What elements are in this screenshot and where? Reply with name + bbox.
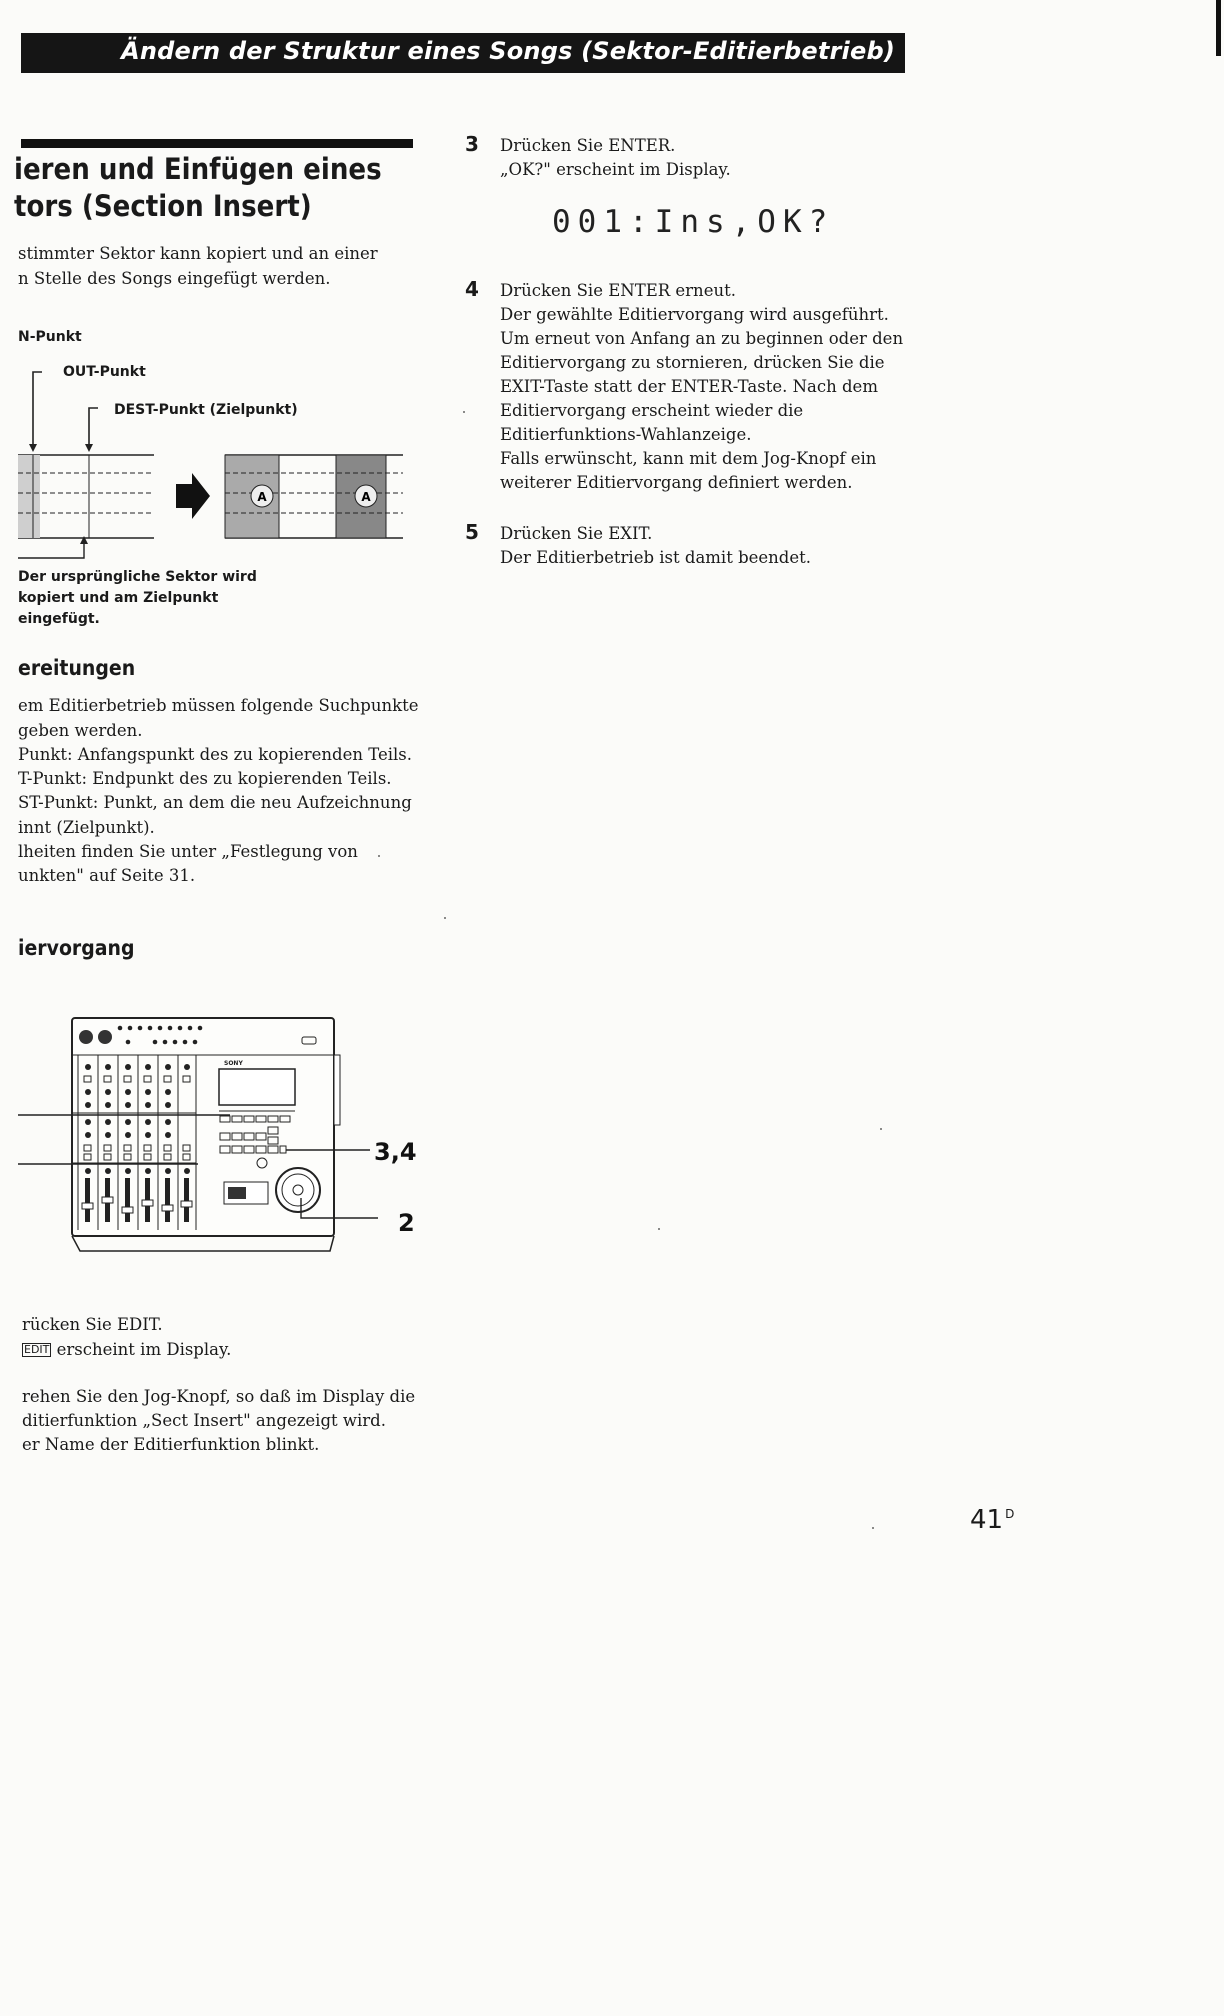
intro-line-1: stimmter Sektor kann kopiert und an einer xyxy=(18,244,378,263)
preparation-line-4: T-Punkt: Endpunkt des zu kopierenden Teils. xyxy=(18,769,392,788)
callout-jog: 2 xyxy=(398,1209,415,1237)
page-number xyxy=(970,1505,1014,1535)
scan-speck xyxy=(658,1228,660,1230)
preparation-line-3: Punkt: Anfangspunkt des zu kopierenden Teils. xyxy=(18,745,412,764)
step5-line2: Der Editierbetrieb ist damit beendet. xyxy=(500,548,812,567)
scan-speck xyxy=(378,855,380,857)
preparation-line-1: em Editierbetrieb müssen folgende Suchpunkte xyxy=(18,696,419,715)
diagram-caption-3: eingefügt. xyxy=(18,611,100,627)
procedure-heading: iervorgang xyxy=(18,936,135,960)
section-title-line1: ieren und Einfügen eines xyxy=(14,152,382,186)
step1-line1: rücken Sie EDIT. xyxy=(22,1315,163,1334)
section-rule xyxy=(21,139,413,148)
banner-title: Ändern der Struktur eines Songs (Sektor-Editierbetrieb) xyxy=(121,37,895,65)
step2-line1: rehen Sie den Jog-Knopf, so daß im Display die xyxy=(22,1387,416,1406)
step5-number: 5 xyxy=(465,520,479,544)
preparation-line-2: geben werden. xyxy=(18,721,143,740)
step4-line5: EXIT-Taste statt der ENTER-Taste. Nach dem xyxy=(500,377,878,396)
step3-line1: Drücken Sie ENTER. xyxy=(500,136,676,155)
step5-line1: Drücken Sie EXIT. xyxy=(500,524,653,543)
dest-point-label: DEST-Punkt (Zielpunkt) xyxy=(114,402,298,418)
display-readout: 001:Ins,OK? xyxy=(552,204,835,240)
preparation-line-5: ST-Punkt: Punkt, an dem die neu Aufzeichnung xyxy=(18,793,412,812)
segment-letter-left: A xyxy=(257,490,267,504)
section-insert-diagram xyxy=(18,360,408,565)
step3-number: 3 xyxy=(465,132,479,156)
step4-line6: Editiervorgang erscheint wieder die xyxy=(500,401,804,420)
step1-line2 xyxy=(22,1338,231,1363)
segment-letter-right: A xyxy=(361,490,371,504)
step4-line7: Editierfunktions-Wahlanzeige. xyxy=(500,425,752,444)
step4-line1: Drücken Sie ENTER erneut. xyxy=(500,281,736,300)
step4-line3: Um erneut von Anfang an zu beginnen oder den xyxy=(500,329,904,348)
section-title-line2: tors (Section Insert) xyxy=(14,189,312,223)
step1-line2-text: erscheint im Display. xyxy=(51,1340,232,1359)
result-tape xyxy=(225,455,403,538)
device-brand: SONY xyxy=(224,1060,243,1067)
header-banner xyxy=(21,33,905,73)
step2-line3: er Name der Editierfunktion blinkt. xyxy=(22,1435,320,1454)
scan-speck xyxy=(880,1128,882,1130)
edge-tab-marker xyxy=(1216,0,1221,56)
diagram-caption-2: kopiert und am Zielpunkt xyxy=(18,590,219,606)
intro-line-2: n Stelle des Songs eingefügt werden. xyxy=(18,269,331,288)
step2-line2: ditierfunktion „Sect Insert" angezeigt wird. xyxy=(22,1411,386,1430)
scan-speck xyxy=(872,1527,874,1529)
step4-line4: Editiervorgang zu stornieren, drücken Sie die xyxy=(500,353,885,372)
callout-enter: 3,4 xyxy=(374,1138,417,1166)
step4-number: 4 xyxy=(465,277,479,301)
out-point-label: OUT-Punkt xyxy=(63,364,146,380)
device-illustration xyxy=(18,1015,418,1255)
page-number-suffix: D xyxy=(1005,1507,1015,1521)
preparation-line-7: lheiten finden Sie unter „Festlegung von xyxy=(18,842,358,861)
scan-speck xyxy=(463,411,465,413)
step3-line2: „OK?" erscheint im Display. xyxy=(500,160,731,179)
preparation-line-8: unkten" auf Seite 31. xyxy=(18,866,196,885)
page-number-value: 41 xyxy=(970,1505,1004,1535)
step4-line9: weiterer Editiervorgang definiert werden. xyxy=(500,473,853,492)
step4-line8: Falls erwünscht, kann mit dem Jog-Knopf ein xyxy=(500,449,877,468)
edit-indicator: EDIT xyxy=(24,1343,50,1356)
preparation-heading: ereitungen xyxy=(18,656,136,680)
preparation-line-6: innt (Zielpunkt). xyxy=(18,818,155,837)
in-point-label: N-Punkt xyxy=(18,329,82,345)
source-tape xyxy=(18,455,154,538)
scan-speck xyxy=(444,917,446,919)
diagram-caption-1: Der ursprüngliche Sektor wird xyxy=(18,569,257,585)
step4-line2: Der gewählte Editiervorgang wird ausgeführt. xyxy=(500,305,889,324)
arrow-right-icon xyxy=(176,473,210,519)
